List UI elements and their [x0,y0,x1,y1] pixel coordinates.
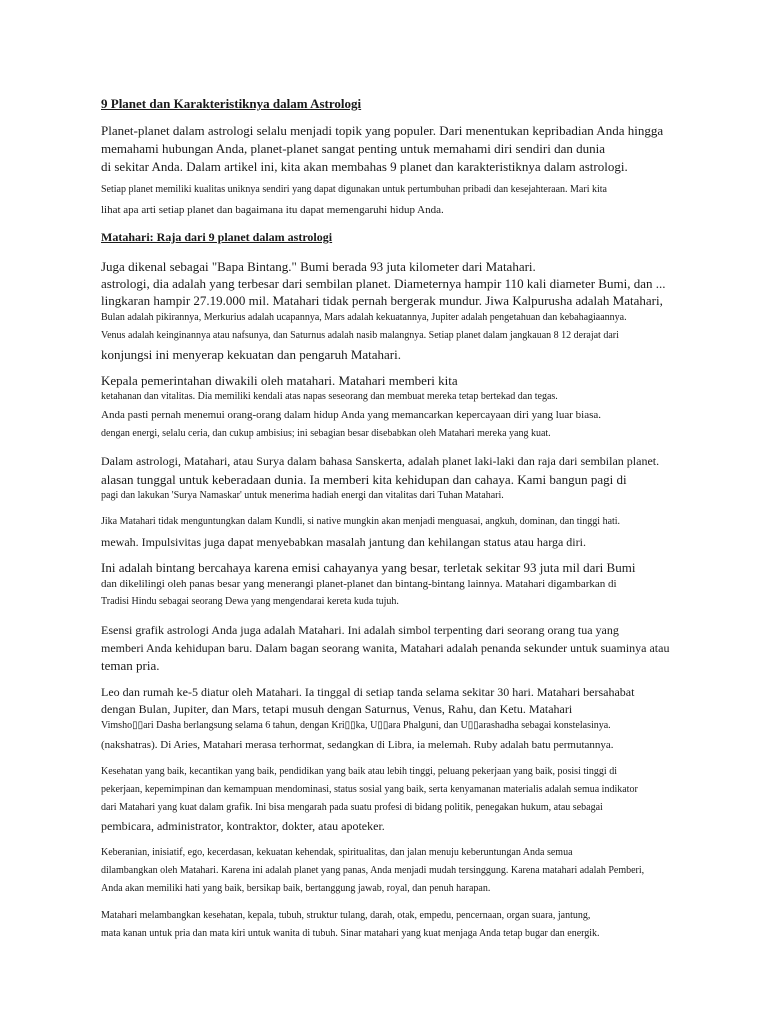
paragraph-3-line: Dalam astrologi, Matahari, atau Surya dalam bahasa Sanskerta, adalah planet laki-laki dan raja dari sembilan planet. [101,454,660,468]
paragraph-3-line: alasan tunggal untuk keberadaan dunia. Ia memberi kita kehidupan dan cahaya. Kami bangun pagi di [101,472,627,487]
paragraph-9-line: dilambangkan oleh Matahari. Karena ini adalah planet yang panas, Anda menjadi mudah tersinggung. Karena matahari adalah Pemberi, [101,865,645,876]
paragraph-1-line: Bulan adalah pikirannya, Merkurius adalah ucapannya, Mars adalah kekuatannya, Jupiter adalah pengetahuan dan kebahagiaannya. [101,312,627,323]
document-title: 9 Planet dan Karakteristiknya dalam Astrologi [101,96,362,111]
paragraph-10-line: mata kanan untuk pria dan mata kiri untuk wanita di tubuh. Sinar matahari yang kuat menjaga Anda tetap bugar dan energik. [101,928,600,939]
intro-line-3: di sekitar Anda. Dalam artikel ini, kita akan membahas 9 planet dan karakteristiknya dalam astrologi. [101,159,628,174]
paragraph-9-line: Keberanian, inisiatif, ego, kecerdasan, kekuatan kehendak, spiritualitas, dan jalan menuju keberuntungan Anda semua [101,847,573,858]
paragraph-5-line: dan dikelilingi oleh panas besar yang menerangi planet-planet dan bintang-bintang lainnya. Matahari digambarkan di [101,578,617,590]
paragraph-8-line: pembicara, administrator, kontraktor, dokter, atau apoteker. [101,819,385,833]
paragraph-2-line: ketahanan dan vitalitas. Dia memiliki kendali atas napas seseorang dan membuat mereka tetap bertekad dan tegas. [101,391,558,402]
section-heading: Matahari: Raja dari 9 planet dalam astrologi [101,230,333,244]
paragraph-6-line: teman pria. [101,658,160,673]
paragraph-7-line: (nakshatras). Di Aries, Matahari merasa terhormat, sedangkan di Libra, ia melemah. Ruby adalah batu permutannya. [101,739,614,751]
paragraph-6-line: Esensi grafik astrologi Anda juga adalah Matahari. Ini adalah simbol terpenting dari seorang orang tua yang [101,623,619,637]
paragraph-2-line: dengan energi, selalu ceria, dan cukup ambisius; ini sebagian besar disebabkan oleh Matahari mereka yang kuat. [101,428,551,439]
paragraph-7-line: Vimsho▯▯ari Dasha berlangsung selama 6 tahun, dengan Kri▯▯ka, U▯▯ara Phalguni, dan U▯▯arashadha sebagai konstelasinya. [101,720,611,731]
paragraph-6-line: memberi Anda kehidupan baru. Dalam bagan seorang wanita, Matahari adalah penanda sekunder untuk suaminya atau [101,641,670,655]
paragraph-9-line: Anda akan memiliki hati yang baik, bersikap baik, bertanggung jawab, royal, dan penuh harapan. [101,883,491,894]
paragraph-1-line: konjungsi ini menyerap kekuatan dan pengaruh Matahari. [101,347,401,362]
paragraph-5-line: Ini adalah bintang bercahaya karena emisi cahayanya yang besar, terletak sekitar 93 juta mil dari Bumi [101,560,636,575]
paragraph-7-line: dengan Bulan, Jupiter, dan Mars, tetapi musuh dengan Saturnus, Venus, Rahu, dan Ketu. Matahari [101,702,573,716]
paragraph-1-line: Juga dikenal sebagai "Bapa Bintang." Bumi berada 93 juta kilometer dari Matahari. [101,259,536,274]
intro-line-1: Planet-planet dalam astrologi selalu menjadi topik yang populer. Dari menentukan kepribadian Anda hingga [101,123,664,138]
paragraph-1-line: astrologi, dia adalah yang terbesar dari sembilan planet. Diameternya hampir 110 kali diameter Bumi, dan ... [101,276,666,291]
intro-line-4: Setiap planet memiliki kualitas uniknya sendiri yang dapat digunakan untuk pertumbuhan pribadi dan kesejahteraan. Mari kita [101,184,607,195]
paragraph-4-line: Jika Matahari tidak menguntungkan dalam Kundli, si native mungkin akan menjadi menguasai, angkuh, dominan, dan tinggi hati. [101,516,621,527]
paragraph-1-line: lingkaran hampir 27.19.000 mil. Matahari tidak pernah bergerak mundur. Jiwa Kalpurusha adalah Matahari, [101,293,663,308]
paragraph-8-line: Kesehatan yang baik, kecantikan yang baik, pendidikan yang baik atau lebih tinggi, peluang pekerjaan yang baik, posisi tinggi di [101,766,617,777]
paragraph-8-line: pekerjaan, kepemimpinan dan kemampuan mendominasi, status sosial yang baik, serta kenyamanan materialis adalah semua indikator [101,784,638,795]
paragraph-4-line: mewah. Impulsivitas juga dapat menyebabkan masalah jantung dan kehilangan status atau harga diri. [101,535,586,549]
paragraph-2-line: Kepala pemerintahan diwakili oleh matahari. Matahari memberi kita [101,373,458,388]
paragraph-7-line: Leo dan rumah ke-5 diatur oleh Matahari. Ia tinggal di setiap tanda selama sekitar 30 hari. Matahari bersahabat [101,685,635,699]
intro-line-2: memahami hubungan Anda, planet-planet sangat penting untuk memahami diri sendiri dan dunia [101,141,605,156]
paragraph-3-line: pagi dan lakukan 'Surya Namaskar' untuk menerima hadiah energi dan vitalitas dari Tuhan Matahari. [101,490,504,501]
paragraph-10-line: Matahari melambangkan kesehatan, kepala, tubuh, struktur tulang, darah, otak, empedu, pencernaan, organ suara, jantung, [101,910,591,921]
paragraph-5-line: Tradisi Hindu sebagai seorang Dewa yang mengendarai kereta kuda tujuh. [101,596,399,607]
paragraph-8-line: dari Matahari yang kuat dalam grafik. Ini bisa mengarah pada suatu profesi di bidang politik, penegakan hukum, atau sebagai [101,802,603,813]
intro-line-5: lihat apa arti setiap planet dan bagaimana itu dapat memengaruhi hidup Anda. [101,204,444,216]
paragraph-2-line: Anda pasti pernah menemui orang-orang dalam hidup Anda yang memancarkan kepercayaan diri yang luar biasa. [101,409,602,421]
paragraph-1-line: Venus adalah keinginannya atau nafsunya, dan Saturnus adalah nasib malangnya. Setiap planet dalam jangkauan 8 12 derajat dari [101,330,619,341]
